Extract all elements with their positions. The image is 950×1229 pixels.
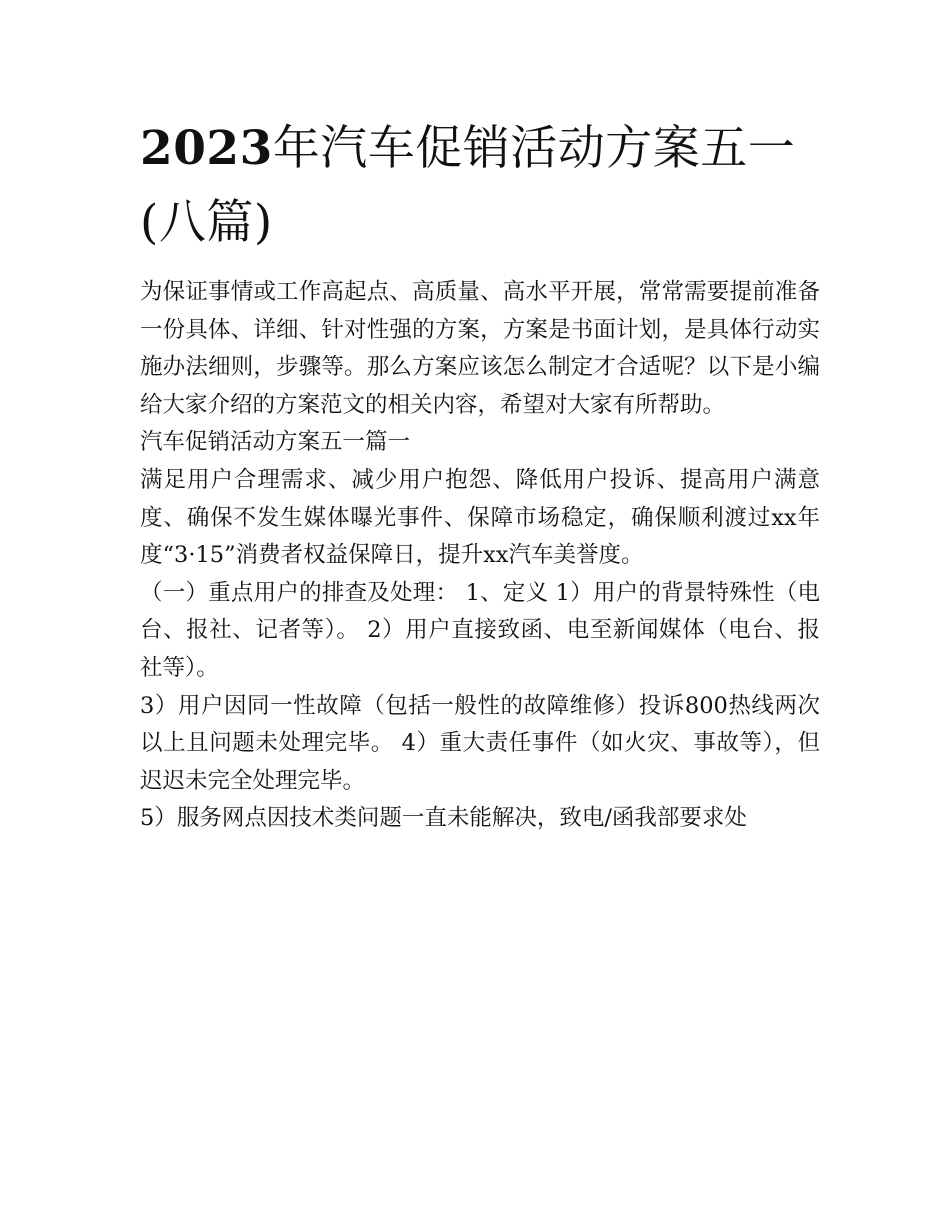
paragraph-item-5: 5）服务网点因技术类问题一直未能解决，致电/函我部要求处 <box>140 805 747 832</box>
title-text: 年汽车促销活动方案五一(八篇) <box>140 121 796 250</box>
document-title <box>140 112 820 260</box>
paragraph-definition: （一）重点用户的排查及处理： 1、定义 1）用户的背景特殊性（电台、报社、记者等）。 2）用户直接致函、电至新闻媒体（电台、报社等）。 <box>140 579 820 681</box>
document-page <box>140 112 820 838</box>
document-body <box>140 274 820 838</box>
section-heading: 汽车促销活动方案五一篇一 <box>140 429 411 456</box>
paragraph-goal: 满足用户合理需求、减少用户抱怨、降低用户投诉、提高用户满意度、确保不发生媒体曝光事件、保障市场稳定，确保顺利渡过xx年度“3·15”消费者权益保障日，提升xx汽车美誉度。 <box>140 466 820 569</box>
paragraph-intro: 为保证事情或工作高起点、高质量、高水平开展，常常需要提前准备一份具体、详细、针对性强的方案，方案是书面计划，是具体行动实施办法细则，步骤等。那么方案应该怎么制定才合适呢？以下是小编给大家介绍的方案范文的相关内容，希望对大家有所帮助。 <box>140 279 820 418</box>
paragraph-item-3-4: 3）用户因同一性故障（包括一般性的故障维修）投诉800热线两次以上且问题未处理完毕。 4）重大责任事件（如火灾、事故等），但迟迟未完全处理完毕。 <box>140 692 820 794</box>
title-year: 2023 <box>140 121 273 176</box>
